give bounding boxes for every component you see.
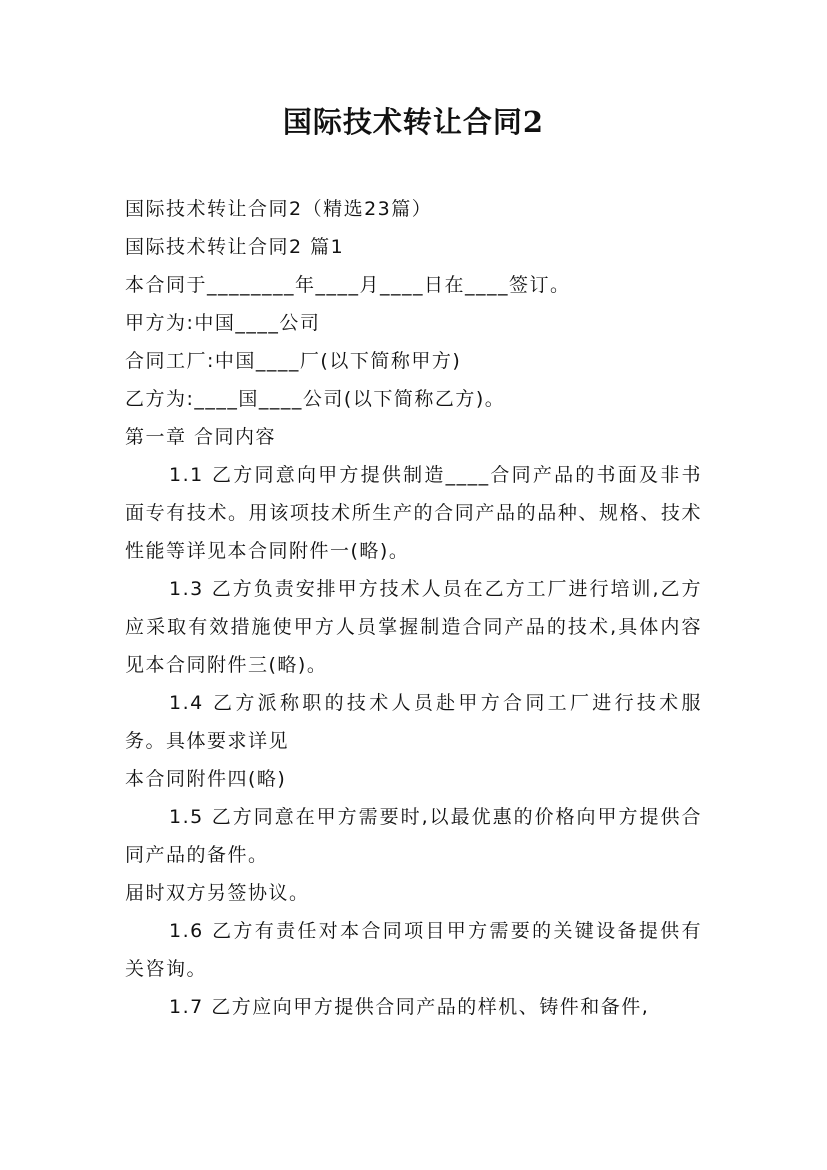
paragraph-annex-four: 本合同附件四(略): [125, 768, 287, 790]
paragraph-clause-1-5: 1.5 乙方同意在甲方需要时,以最优惠的价格向甲方提供合同产品的备件。: [125, 806, 702, 866]
paragraph-clause-1-7: 1.7 乙方应向甲方提供合同产品的样机、铸件和备件,: [169, 996, 650, 1018]
document-body: [125, 190, 702, 1026]
paragraph-clause-1-6: 1.6 乙方有责任对本合同项目甲方需要的关键设备提供有关咨询。: [125, 920, 702, 980]
paragraph-party-b: 乙方为:____国____公司(以下简称乙方)。: [125, 388, 506, 410]
paragraph-separate-agreement: 届时双方另签协议。: [125, 882, 310, 904]
document-title: 国际技术转让合同2: [282, 105, 545, 139]
paragraph-clause-1-1: 1.1 乙方同意向甲方提供制造____合同产品的书面及非书面专有技术。用该项技术所生产的合同产品的品种、规格、技术性能等详见本合同附件一(略)。: [125, 464, 702, 562]
paragraph-subtitle: 国际技术转让合同2（精选23篇）: [125, 198, 433, 220]
paragraph-clause-1-3: 1.3 乙方负责安排甲方技术人员在乙方工厂进行培训,乙方应采取有效措施使甲方人员掌握制造合同产品的技术,具体内容见本合同附件三(略)。: [125, 578, 702, 676]
paragraph-section-heading: 国际技术转让合同2 篇1: [125, 236, 345, 258]
paragraph-party-a: 甲方为:中国____公司: [125, 312, 321, 334]
paragraph-signing-date: 本合同于________年____月____日在____签订。: [125, 274, 571, 296]
paragraph-contract-factory: 合同工厂:中国____厂(以下简称甲方): [125, 350, 462, 372]
paragraph-clause-1-4: 1.4 乙方派称职的技术人员赴甲方合同工厂进行技术服务。具体要求详见: [125, 692, 702, 752]
paragraph-chapter-heading: 第一章 合同内容: [125, 426, 277, 448]
